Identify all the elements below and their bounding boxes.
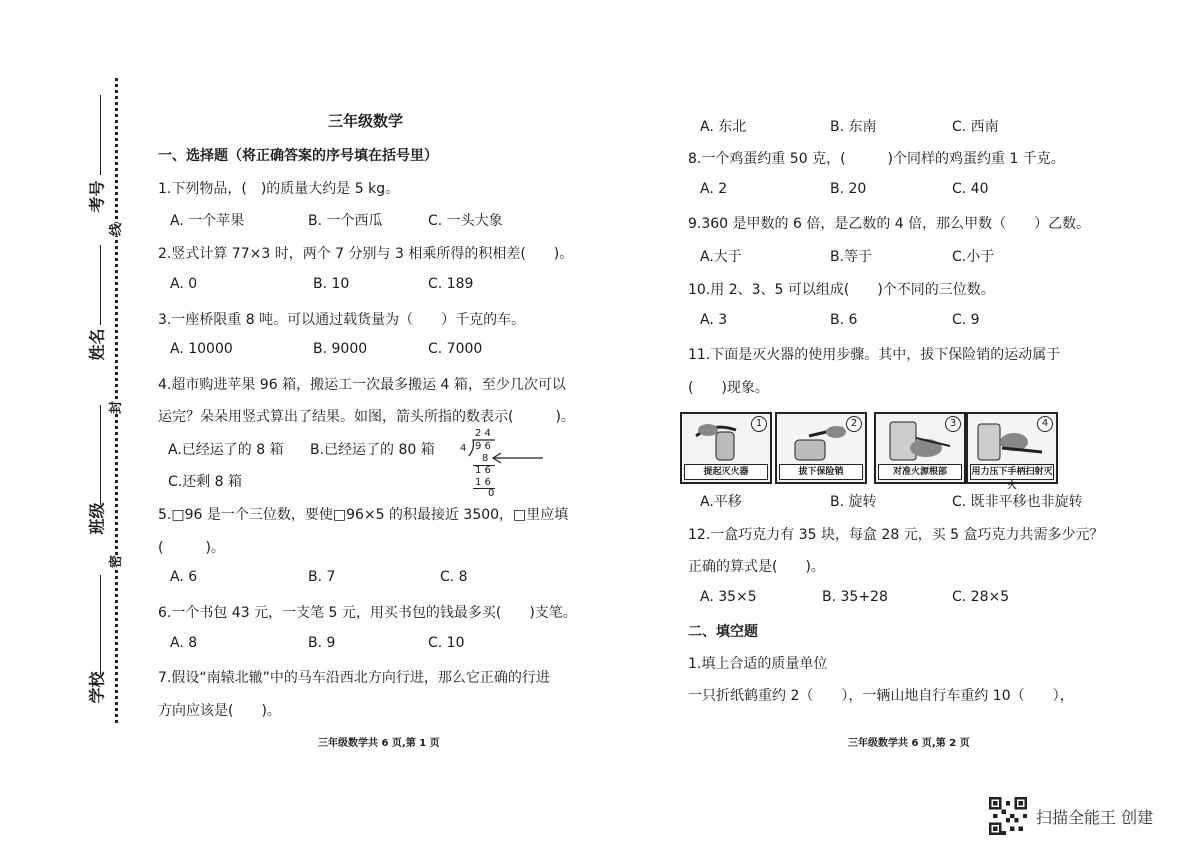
question-5-line-2: ( )。 — [158, 540, 225, 556]
extinguisher-step-4 — [966, 412, 1058, 491]
question-4-line-2: 运完？朵朵用竖式算出了结果。如图，箭头所指的数表示( )。 — [158, 409, 575, 425]
step-4-number: 4 — [1037, 416, 1053, 432]
question-7-line-1: 7.假设“南辕北辙”中的马车沿西北方向行进，那么它正确的行进 — [158, 670, 550, 686]
division-quotient: 2 4 — [475, 428, 491, 439]
q12-option-c: C. 28×5 — [952, 589, 1010, 605]
q2-option-c: C. 189 — [428, 276, 474, 292]
step-4-caption: 用力压下手柄扫射灭火 — [970, 464, 1054, 480]
q1-option-b: B. 一个西瓜 — [308, 213, 383, 229]
division-step-3: 1 6 — [475, 477, 491, 488]
division-divisor: 4 — [460, 443, 467, 454]
right-page-footer: 三年级数学共 6 页,第 2 页 — [848, 738, 970, 749]
q3-option-a: A. 10000 — [170, 341, 233, 357]
extinguisher-step-1 — [680, 412, 772, 484]
question-12-line-1: 12.一盒巧克力有 35 块，每盒 28 元，买 5 盒巧克力共需多少元？ — [688, 527, 1104, 543]
arrow-icon — [489, 452, 544, 464]
question-12-line-2: 正确的算式是( )。 — [688, 559, 825, 575]
q11-option-c: C. 既非平移也非旋转 — [952, 494, 1083, 510]
extinguisher-step-2 — [775, 412, 867, 484]
question-7-line-2: 方向应该是( )。 — [158, 703, 281, 719]
q7-option-a: A. 东北 — [700, 119, 747, 135]
q8-option-c: C. 40 — [952, 181, 989, 197]
step-3-number: 3 — [945, 416, 961, 432]
fill-question-1: 1.填上合适的质量单位 — [688, 656, 828, 672]
section-2-heading: 二、填空题 — [688, 624, 758, 640]
qr-code-icon — [989, 797, 1027, 835]
q9-option-c: C.小于 — [952, 249, 995, 265]
q2-option-a: A. 0 — [170, 276, 198, 292]
question-3: 3.一座桥限重 8 吨。可以通过载货量为（ ）千克的车。 — [158, 312, 526, 328]
q5-option-a: A. 6 — [170, 569, 198, 585]
page-title: 三年级数学 — [328, 112, 404, 130]
q1-option-a: A. 一个苹果 — [170, 213, 245, 229]
q4-option-c: C.还剩 8 箱 — [168, 474, 243, 490]
question-9: 9.360 是甲数的 6 倍，是乙数的 4 倍，那么甲数（ ）乙数。 — [688, 216, 1091, 232]
q6-option-a: A. 8 — [170, 635, 198, 651]
question-1: 1.下列物品，( )的质量大约是 5 kg。 — [158, 181, 400, 197]
class-label: 班级 — [87, 502, 107, 535]
question-11-line-2: ( )现象。 — [688, 380, 769, 396]
question-11-line-1: 11.下面是灭火器的使用步骤。其中，拔下保险销的运动属于 — [688, 347, 1061, 363]
exam-number-underline — [100, 95, 101, 175]
q11-option-a: A.平移 — [700, 494, 742, 510]
q4-option-b: B.已经运了的 80 箱 — [310, 442, 435, 458]
extinguisher-step-3 — [874, 412, 966, 484]
school-label: 学校 — [87, 671, 107, 704]
left-page-footer: 三年级数学共 6 页,第 1 页 — [318, 738, 440, 749]
q8-option-a: A. 2 — [700, 181, 728, 197]
question-2: 2.竖式计算 77×3 时，两个 7 分别与 3 相乘所得的积相差( )。 — [158, 246, 574, 262]
division-dividend: 9 6 — [475, 441, 491, 452]
class-underline — [100, 405, 101, 505]
question-5-line-1: 5.□96 是一个三位数，要使□96×5 的积最接近 3500，□里应填 — [158, 507, 569, 523]
q3-option-c: C. 7000 — [428, 341, 483, 357]
q9-option-a: A.大于 — [700, 249, 742, 265]
q3-option-b: B. 9000 — [313, 341, 368, 357]
q12-option-b: B. 35+28 — [822, 589, 888, 605]
division-step-1: 8 — [482, 453, 489, 464]
q11-option-b: B. 旋转 — [830, 494, 877, 510]
division-remainder: 0 — [488, 488, 495, 499]
step-2-number: 2 — [846, 416, 862, 432]
q6-option-b: B. 9 — [308, 635, 336, 651]
name-underline — [100, 245, 101, 325]
q4-option-a: A.已经运了的 8 箱 — [168, 442, 284, 458]
question-4-line-1: 4.超市购进苹果 96 箱，搬运工一次最多搬运 4 箱，至少几次可以 — [158, 377, 566, 393]
section-1-heading: 一、选择题（将正确答案的序号填在括号里） — [158, 148, 438, 164]
name-label: 姓名 — [87, 328, 107, 361]
q1-option-c: C. 一头大象 — [428, 213, 503, 229]
q7-option-b: B. 东南 — [830, 119, 877, 135]
q5-option-b: B. 7 — [308, 569, 336, 585]
q9-option-b: B.等于 — [830, 249, 873, 265]
q5-option-c: C. 8 — [440, 569, 468, 585]
q10-option-b: B. 6 — [830, 312, 858, 328]
step-1-number: 1 — [751, 416, 767, 432]
fill-question-1-line: 一只折纸鹤重约 2（ ），一辆山地自行车重约 10（ ）， — [688, 688, 1074, 704]
seal-char-seal: 封 — [105, 401, 124, 414]
step-2-caption: 拔下保险销 — [779, 464, 863, 480]
question-10: 10.用 2、3、5 可以组成( )个不同的三位数。 — [688, 282, 995, 298]
exam-number-label: 考号 — [87, 180, 107, 213]
q6-option-c: C. 10 — [428, 635, 465, 651]
division-step-2: 1 6 — [475, 465, 491, 476]
question-8: 8.一个鸡蛋约重 50 克，( )个同样的鸡蛋约重 1 千克。 — [688, 151, 1065, 167]
school-underline — [100, 575, 101, 675]
step-1-caption: 提起灭火器 — [684, 464, 768, 480]
long-division-figure — [455, 425, 550, 500]
q7-option-c: C. 西南 — [952, 119, 999, 135]
step-3-caption: 对准火源根部 — [878, 464, 962, 480]
q12-option-a: A. 35×5 — [700, 589, 757, 605]
q8-option-b: B. 20 — [830, 181, 867, 197]
q2-option-b: B. 10 — [313, 276, 350, 292]
scanner-watermark: 扫描全能王 创建 — [1036, 808, 1154, 827]
seal-char-line: 线 — [105, 223, 124, 236]
seal-char-secret: 密 — [105, 555, 124, 568]
q10-option-a: A. 3 — [700, 312, 728, 328]
q10-option-c: C. 9 — [952, 312, 980, 328]
question-6: 6.一个书包 43 元，一支笔 5 元，用买书包的钱最多买( )支笔。 — [158, 605, 577, 621]
